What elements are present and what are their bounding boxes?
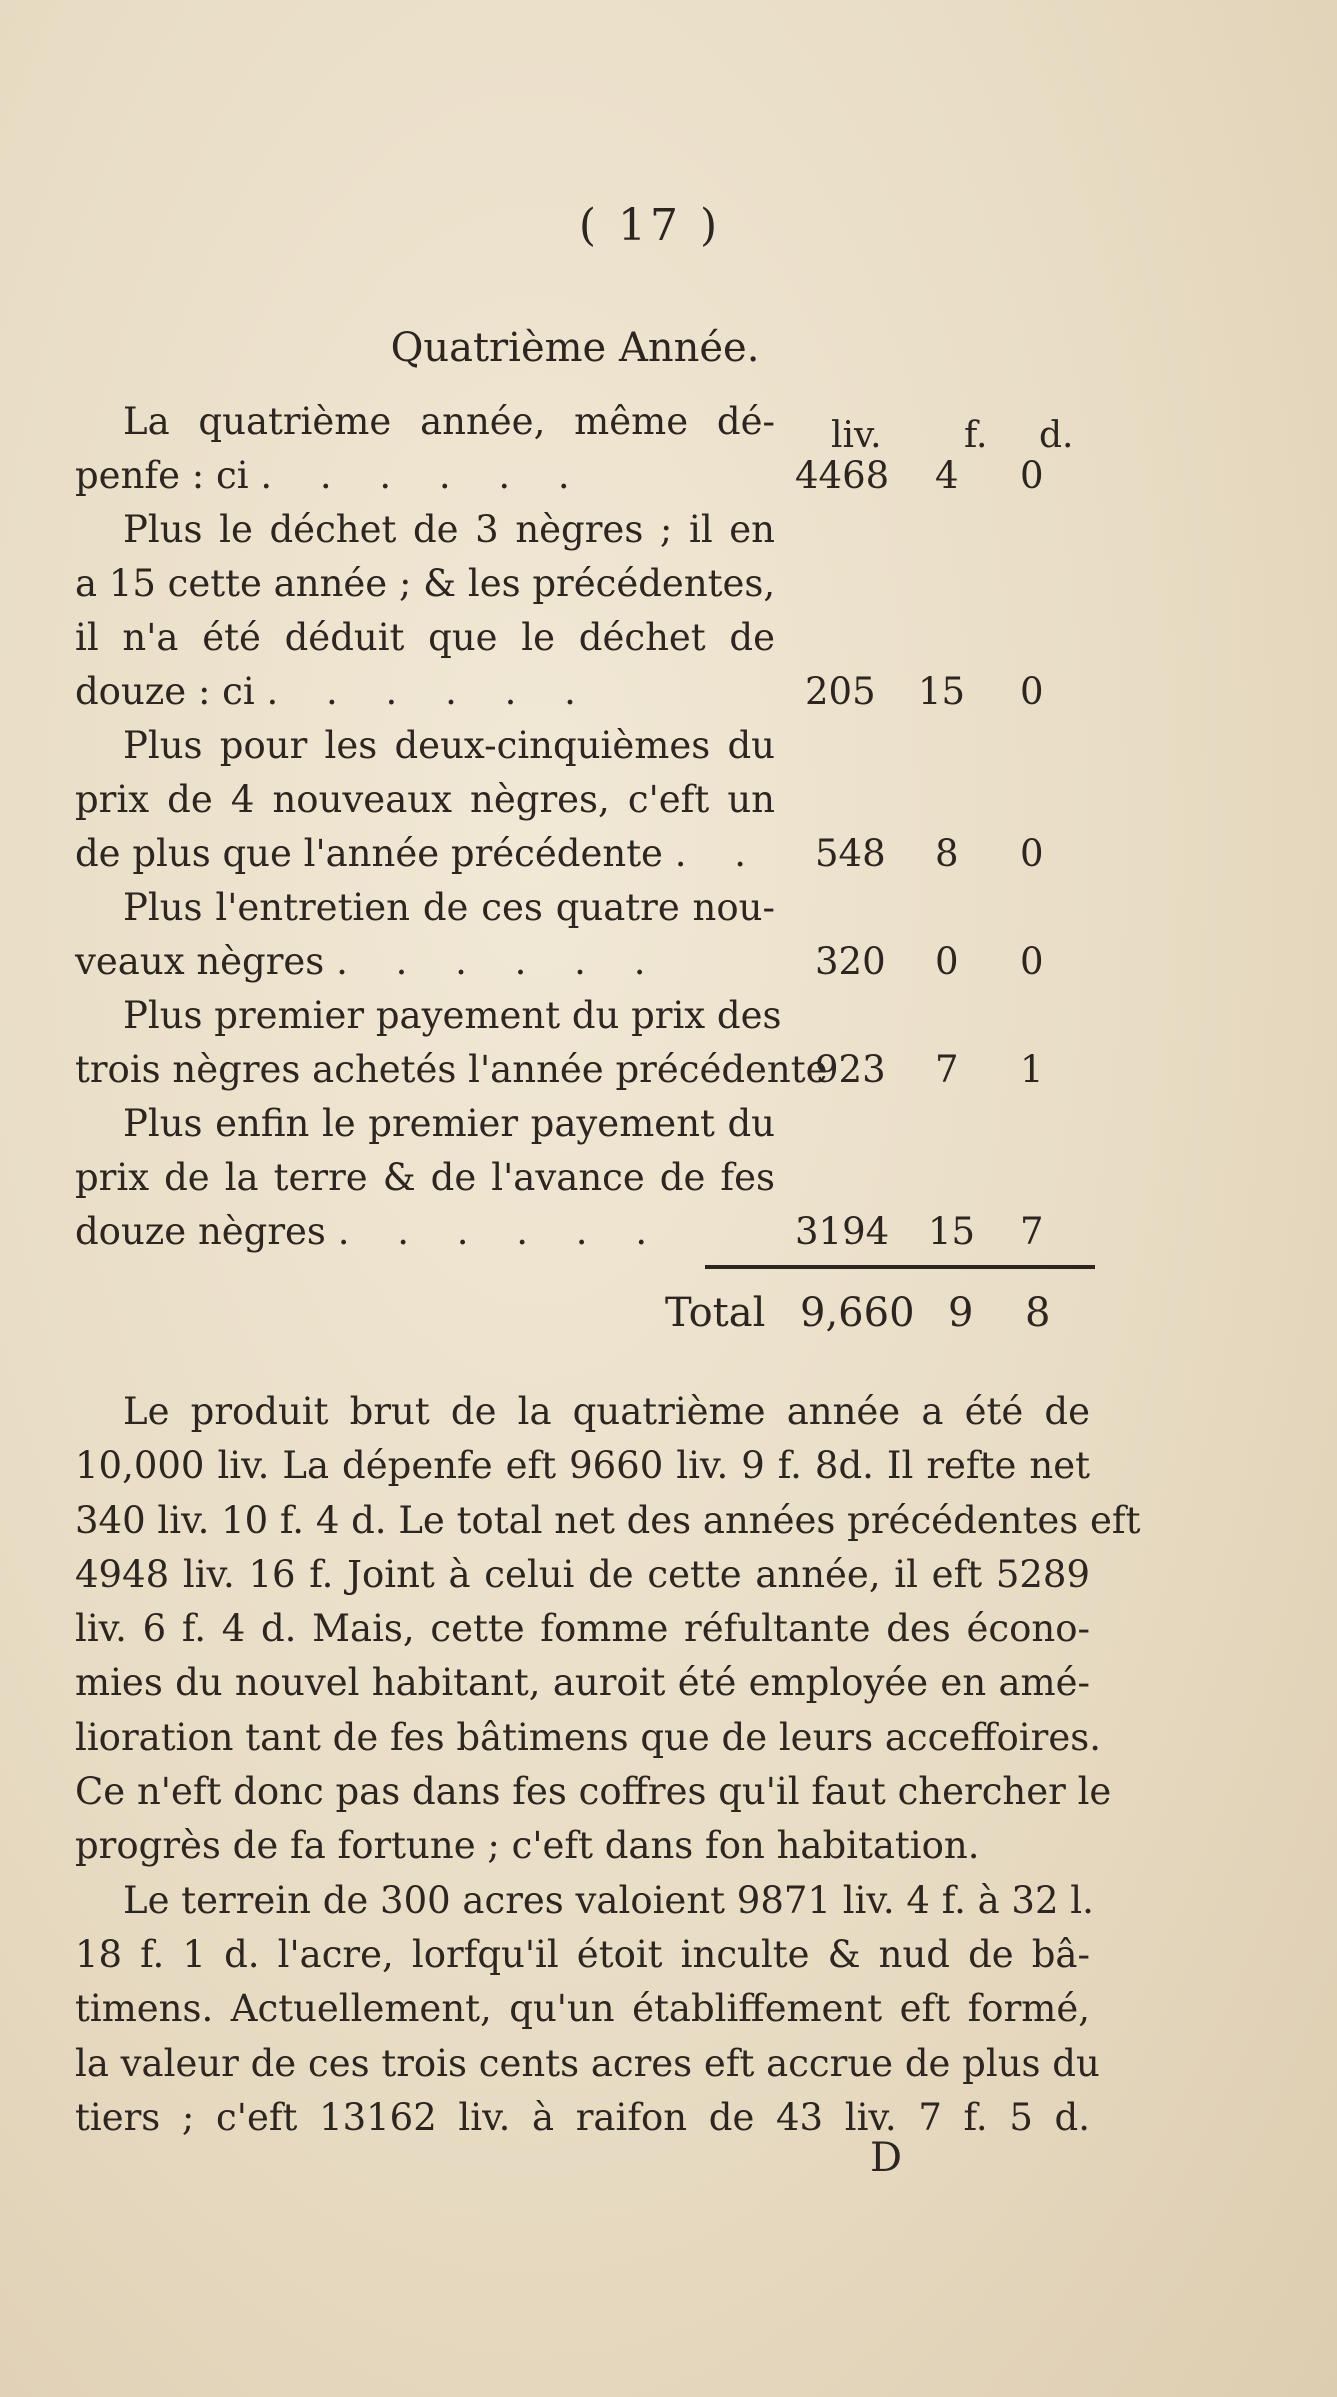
entry-amount xyxy=(795,1043,1095,1097)
dot-leader: . . xyxy=(674,832,765,875)
entry-line: a 15 cette année ; & les précédentes, xyxy=(75,562,776,605)
ledger-entry xyxy=(75,503,1095,719)
text-line: Le produit brut de la quatrième année a été de xyxy=(123,1390,1090,1433)
body-text xyxy=(75,1385,1141,2145)
paragraph xyxy=(75,1874,1100,2145)
amount-livres: 3194 xyxy=(795,1210,890,1253)
text-line: 340 liv. 10 f. 4 d. Le total net des années précédentes eft xyxy=(75,1498,1141,1542)
ledger-entry xyxy=(75,881,1095,989)
entry-line: La quatrième année, même dé- xyxy=(123,400,775,443)
amount-sols: 15 xyxy=(918,670,966,713)
total-label: Total xyxy=(665,1290,766,1336)
ledger-entry xyxy=(75,989,1095,1097)
amount-deniers: 0 xyxy=(1020,454,1044,497)
dot-leader: . . . . . . xyxy=(337,1210,666,1253)
total-sols: 9 xyxy=(948,1290,974,1336)
entry-amount xyxy=(795,449,1095,503)
amount-deniers: 7 xyxy=(1020,1210,1044,1253)
entry-line: Plus le déchet de 3 nègres ; il en xyxy=(123,508,775,551)
amount-livres: 320 xyxy=(815,940,886,983)
entry-line: Plus enfin le premier payement du xyxy=(123,1102,775,1145)
entry-amount xyxy=(795,827,1095,881)
entry-line: prix de la terre & de l'avance de fes xyxy=(75,1156,775,1199)
amount-sols: 0 xyxy=(935,940,959,983)
col-livres: liv. xyxy=(831,415,882,456)
amount-livres: 4468 xyxy=(795,454,890,497)
col-deniers: d. xyxy=(1039,415,1074,456)
text-line: Ce n'eft donc pas dans fes coffres qu'il faut chercher le xyxy=(75,1770,1112,1814)
text-line: Le terrein de 300 acres valoient 9871 liv. 4 f. à 32 l. xyxy=(123,1878,1094,1922)
text-line: 10,000 liv. La dépenfe eft 9660 liv. 9 f. 8d. Il refte net xyxy=(75,1444,1090,1488)
entry-amount xyxy=(795,935,1095,989)
amount-sols: 7 xyxy=(935,1048,959,1091)
entry-line: prix de 4 nouveaux nègres, c'eft un xyxy=(75,778,775,821)
dot-leader: . . . . . . xyxy=(260,454,588,497)
amount-livres: 548 xyxy=(815,832,886,875)
entry-line: de plus que l'année précédente . . xyxy=(75,832,765,875)
total-livres: 9,660 xyxy=(800,1290,915,1336)
text-line: 4948 liv. 16 f. Joint à celui de cette année, il eft 5289 xyxy=(75,1552,1090,1596)
amount-sols: 8 xyxy=(935,832,959,875)
text-line: tiers ; c'eft 13162 liv. à raifon de 43 liv. 7 f. 5 d. xyxy=(75,2095,1090,2139)
entry-line: veaux nègres . . . . . . xyxy=(75,940,664,983)
entry-line: douze nègres . . . . . . xyxy=(75,1210,666,1253)
sum-rule xyxy=(705,1265,1095,1269)
total-row xyxy=(75,1290,1095,1350)
text-line: timens. Actuellement, qu'un établiffement eft formé, xyxy=(75,1987,1090,2031)
page-number: ( 17 ) xyxy=(578,200,722,251)
total-deniers: 8 xyxy=(1025,1290,1051,1336)
section-title: Quatrième Année. xyxy=(390,325,760,371)
entry-amount xyxy=(795,665,1095,719)
amount-livres: 205 xyxy=(805,670,876,713)
ledger-entry xyxy=(75,1097,1095,1259)
catchword: D xyxy=(870,2135,903,2181)
text-line: la valeur de ces trois cents acres eft accrue de plus du xyxy=(75,2041,1100,2085)
amount-deniers: 0 xyxy=(1020,940,1044,983)
entry-line: penfe : ci . . . . . . xyxy=(75,454,588,497)
col-sols: f. xyxy=(964,415,988,456)
amount-sols: 15 xyxy=(928,1210,976,1253)
amount-sols: 4 xyxy=(935,454,959,497)
text-line: lioration tant de fes bâtimens que de leurs acceffoires. xyxy=(75,1715,1101,1759)
dot-leader: . . . . . . xyxy=(266,670,594,713)
paragraph xyxy=(75,1385,1141,1874)
entry-line: Plus pour les deux-cinquièmes du xyxy=(123,724,775,767)
text-line: 18 f. 1 d. l'acre, lorfqu'il étoit inculte & nud de bâ- xyxy=(75,1932,1090,1976)
entry-line: douze : ci . . . . . . xyxy=(75,670,594,713)
entry-amount xyxy=(795,1205,1095,1259)
amount-deniers: 0 xyxy=(1020,670,1044,713)
entry-line: Plus premier payement du prix des xyxy=(123,994,782,1037)
dot-leader: . . . . . . xyxy=(336,940,664,983)
amount-deniers: 1 xyxy=(1020,1048,1044,1091)
ledger-entry xyxy=(75,719,1095,881)
amount-livres: 923 xyxy=(815,1048,886,1091)
text-line: mies du nouvel habitant, auroit été employée en amé- xyxy=(75,1661,1090,1705)
text-line: liv. 6 f. 4 d. Mais, cette fomme réfultante des écono- xyxy=(75,1607,1090,1651)
entry-line: il n'a été déduit que le déchet de xyxy=(75,616,775,659)
text-line: progrès de fa fortune ; c'eft dans fon habitation. xyxy=(75,1824,980,1868)
ledger-entry xyxy=(75,395,1095,503)
entry-line: Plus l'entretien de ces quatre nou- xyxy=(123,886,775,929)
entry-line: trois nègres achetés l'année précédente xyxy=(75,1048,828,1091)
amount-deniers: 0 xyxy=(1020,832,1044,875)
